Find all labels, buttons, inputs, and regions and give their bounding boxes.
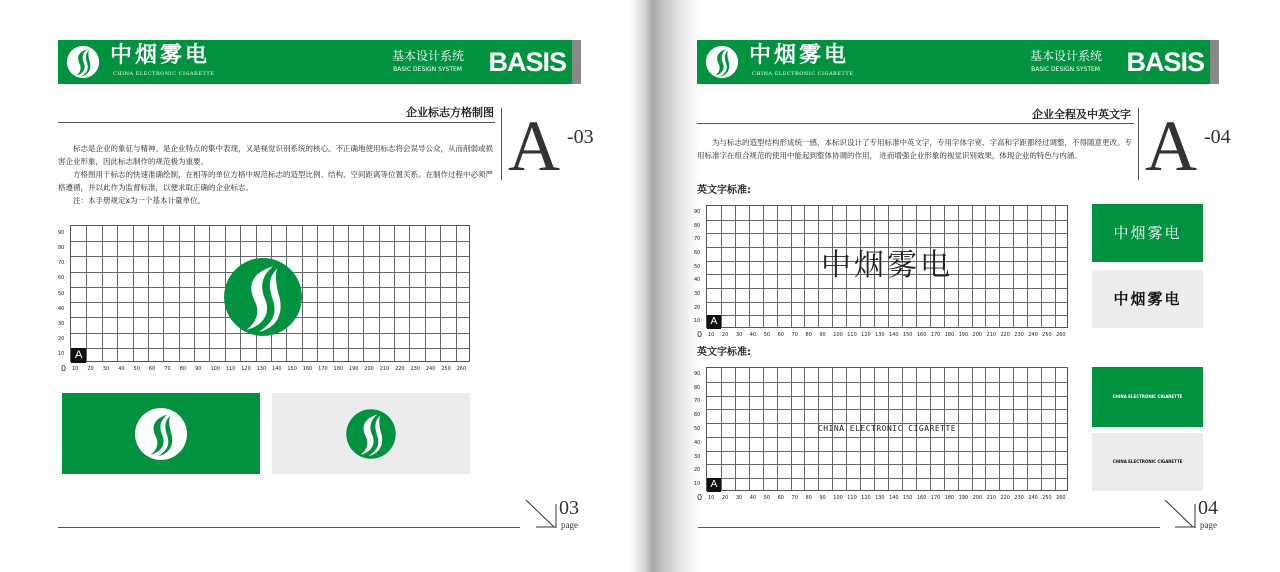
y-tick: 40 xyxy=(58,305,65,312)
x-tick: 90 xyxy=(819,332,826,338)
x-tick: 80 xyxy=(805,495,812,501)
grid-line xyxy=(194,226,195,361)
x-tick: 260 xyxy=(1056,332,1066,338)
x-tick: 180 xyxy=(333,366,344,372)
grid-line xyxy=(379,226,380,361)
x-tick: 150 xyxy=(902,495,913,501)
page-number: 04 xyxy=(1198,497,1218,519)
y-tick: 70 xyxy=(58,260,65,267)
x-tick: 210 xyxy=(986,332,996,338)
basis-title: BASIS xyxy=(488,47,566,77)
grid-line xyxy=(71,348,469,349)
logo-on-gray-panel xyxy=(272,393,470,474)
x-tick: 110 xyxy=(847,332,857,338)
page-label: page xyxy=(561,520,578,530)
x-tick: 260 xyxy=(1056,495,1066,501)
y-tick: 10 xyxy=(694,481,701,488)
grid-line xyxy=(707,302,1067,303)
x-tick: 90 xyxy=(819,495,826,501)
x-tick: 100 xyxy=(833,495,843,501)
grid-line xyxy=(707,464,1067,465)
x-tick: 190 xyxy=(348,366,359,372)
x-tick: 150 xyxy=(287,366,297,372)
system-subtitle: BASIC DESIGN SYSTEM xyxy=(393,66,462,73)
grid-line xyxy=(707,478,1067,479)
x-tick: 30 xyxy=(102,366,110,372)
divider-vertical xyxy=(501,108,502,180)
x-tick: 130 xyxy=(875,332,885,338)
y-tick: 50 xyxy=(694,426,701,432)
x-tick: 40 xyxy=(749,332,757,338)
system-title: 基本设计系统 xyxy=(1029,49,1102,63)
x-tick: 240 xyxy=(425,366,436,372)
y-tick: 60 xyxy=(694,249,701,256)
y-tick: 50 xyxy=(58,290,65,297)
grid-line xyxy=(707,315,1067,316)
x-tick: 70 xyxy=(164,366,171,372)
header-strip xyxy=(572,40,581,84)
footer-line xyxy=(698,527,1160,528)
grid-line xyxy=(317,226,318,361)
y-tick: 40 xyxy=(694,277,701,284)
x-tick: 80 xyxy=(179,366,187,372)
y-tick: 60 xyxy=(694,412,701,419)
x-tick: 190 xyxy=(958,495,969,501)
x-tick: 200 xyxy=(364,366,374,372)
y-tick: 70 xyxy=(694,236,701,243)
logo-reverse-icon xyxy=(135,408,187,460)
grid-line xyxy=(707,409,1067,410)
y-tick: 80 xyxy=(694,384,701,391)
paragraph: 方格图用于标志的快速准确绘制，在相等的单位方格中规范标志的造型比例、结构、空间距离等位置关系。在制作过程中必须严格遵循，并以此作为监督标准，以便求取正确的企业标志。 xyxy=(58,170,493,192)
grid-line xyxy=(363,226,364,361)
grid-line xyxy=(209,226,210,361)
logo-on-green-panel xyxy=(62,393,260,474)
standard-label: 英文字标准: xyxy=(697,347,751,358)
header-bar-right xyxy=(697,40,1210,84)
x-tick: 250 xyxy=(1042,495,1052,501)
section-title: 企业全程及中英文字 xyxy=(1032,108,1131,121)
grid-line xyxy=(425,226,426,361)
x-tick: 40 xyxy=(118,366,125,372)
system-subtitle: BASIC DESIGN SYSTEM xyxy=(1031,66,1100,73)
grid-line xyxy=(707,382,1067,383)
header-bar-left xyxy=(58,40,572,84)
grid-logo-icon xyxy=(222,256,304,338)
unit-square: A xyxy=(707,315,721,329)
section-code-letter: A xyxy=(508,106,560,186)
x-tick: 60 xyxy=(777,495,784,501)
x-tick: 150 xyxy=(902,332,913,338)
system-title: 基本设计系统 xyxy=(391,49,464,63)
grid-line xyxy=(86,226,87,361)
brand-name: 中烟雾电 xyxy=(110,43,211,68)
x-tick: 250 xyxy=(441,366,451,372)
paragraph: 为与标志的造型结构形成统一感，本标识设计了专用标准中英文字，专用字体字宽、字高和字距都经过调整，不得随意更改。专用标准字在组合规范的使用中能起到整体协调的作用， 进而增强企业形象的视觉识别效果，体现企业的特色与内涵。 xyxy=(697,138,1132,160)
y-tick: 90 xyxy=(58,229,65,236)
y-tick: 70 xyxy=(694,398,701,405)
x-tick: 180 xyxy=(944,332,955,338)
logo-icon xyxy=(345,408,397,460)
section-title: 企业标志方格制图 xyxy=(406,106,494,119)
x-tick: 110 xyxy=(225,366,236,372)
brand-english: CHINA ELECTRONIC CIGARETTE xyxy=(113,71,215,77)
x-tick: 230 xyxy=(410,366,420,372)
y-tick: 20 xyxy=(694,304,701,311)
divider xyxy=(697,123,1134,124)
y-tick: 30 xyxy=(694,290,701,297)
description xyxy=(58,142,498,207)
en-wordmark-green-panel: CHINA ELECTRONIC CIGARETTE xyxy=(1092,367,1203,427)
divider-vertical xyxy=(1138,108,1139,180)
x-tick: 240 xyxy=(1028,495,1038,501)
x-tick: 230 xyxy=(1014,495,1024,501)
x-tick: 130 xyxy=(875,495,885,501)
y-tick: 10 xyxy=(694,318,701,325)
brand-english: CHINA ELECTRONIC CIGARETTE xyxy=(752,71,854,77)
grid-line xyxy=(333,226,334,361)
x-tick: 90 xyxy=(195,366,202,372)
grid-line xyxy=(409,226,410,361)
x-tick: 30 xyxy=(735,495,743,501)
grid-line xyxy=(117,226,118,361)
grid-line xyxy=(707,233,1067,234)
x-tick: 210 xyxy=(986,495,996,501)
x-tick: 70 xyxy=(791,332,798,338)
grid-line xyxy=(148,226,149,361)
x-tick: 220 xyxy=(395,366,405,372)
x-tick: 60 xyxy=(777,332,784,338)
page-corner-arrow-icon xyxy=(524,498,558,530)
x-tick: 120 xyxy=(861,495,871,501)
x-tick: 80 xyxy=(805,332,812,338)
x-tick: 160 xyxy=(916,332,927,338)
en-wordmark: CHINA ELECTRONIC CIGARETTE xyxy=(817,424,957,433)
y-tick: 90 xyxy=(694,208,701,215)
x-tick: 160 xyxy=(916,495,927,501)
x-tick: 200 xyxy=(972,495,983,501)
book-gutter-shadow xyxy=(630,0,703,572)
logo-icon xyxy=(705,45,739,79)
y-tick: 90 xyxy=(694,370,701,377)
cn-wordmark-green-panel: 中烟雾电 xyxy=(1092,204,1203,262)
y-tick: 30 xyxy=(58,320,65,327)
x-tick: 20 xyxy=(721,495,729,501)
standard-label: 英文字标准: xyxy=(697,185,751,196)
y-tick: 80 xyxy=(694,222,701,229)
divider xyxy=(58,122,495,123)
grid-line xyxy=(707,220,1067,221)
x-tick: 40 xyxy=(749,495,757,501)
x-tick: 70 xyxy=(791,495,798,501)
x-tick: 100 xyxy=(210,366,220,372)
unit-square: A xyxy=(71,348,86,363)
grid-line xyxy=(179,226,180,361)
x-tick: 180 xyxy=(944,495,955,501)
y-tick: 40 xyxy=(694,439,701,446)
x-tick: 220 xyxy=(1000,495,1010,501)
origin-label: 0 xyxy=(697,330,703,339)
grid-line xyxy=(707,451,1067,452)
description xyxy=(697,136,1133,162)
grid-line xyxy=(440,226,441,361)
x-tick: 60 xyxy=(148,366,156,372)
grid-line xyxy=(394,226,395,361)
y-tick: 20 xyxy=(694,467,701,474)
basis-title: BASIS xyxy=(1126,47,1204,77)
page-number: 03 xyxy=(559,497,579,519)
section-code-number: -03 xyxy=(567,126,594,148)
x-tick: 140 xyxy=(272,366,282,372)
grid-line xyxy=(133,226,134,361)
y-tick: 80 xyxy=(58,244,65,251)
brand-name: 中烟雾电 xyxy=(749,43,850,68)
logo-icon xyxy=(66,45,100,79)
x-tick: 50 xyxy=(763,495,771,501)
x-tick: 170 xyxy=(930,495,941,501)
origin-label: 0 xyxy=(697,493,703,502)
x-tick: 220 xyxy=(1000,332,1010,338)
grid-line xyxy=(163,226,164,361)
origin-label: 0 xyxy=(61,364,67,373)
y-tick: 60 xyxy=(58,275,65,282)
x-tick: 10 xyxy=(72,366,79,372)
footer-line xyxy=(58,527,520,528)
unit-square: A xyxy=(707,478,721,492)
grid-line xyxy=(348,226,349,361)
x-tick: 260 xyxy=(456,366,467,372)
grid-line xyxy=(707,437,1067,438)
page-label: page xyxy=(1200,520,1217,530)
x-tick: 10 xyxy=(708,495,715,501)
x-tick: 10 xyxy=(708,332,715,338)
cn-wordmark-gray-panel: 中烟雾电 xyxy=(1092,270,1203,328)
x-tick: 140 xyxy=(889,495,899,501)
y-tick: 20 xyxy=(58,336,65,343)
x-tick: 250 xyxy=(1042,332,1052,338)
section-code-letter: A xyxy=(1145,106,1197,186)
y-tick: 30 xyxy=(694,453,701,460)
x-tick: 20 xyxy=(87,366,94,372)
x-tick: 20 xyxy=(721,332,729,338)
y-tick: 50 xyxy=(694,263,701,270)
x-tick: 230 xyxy=(1014,332,1024,338)
x-tick: 210 xyxy=(379,366,390,372)
x-tick: 200 xyxy=(972,332,983,338)
x-tick: 30 xyxy=(735,332,743,338)
y-tick: 10 xyxy=(58,351,65,358)
grid-line xyxy=(707,288,1067,289)
x-tick: 160 xyxy=(302,366,313,372)
x-tick: 130 xyxy=(256,366,267,372)
grid-line xyxy=(102,226,103,361)
x-tick: 50 xyxy=(763,332,771,338)
x-tick: 50 xyxy=(133,366,140,372)
en-wordmark-gray-panel: CHINA ELECTRONIC CIGARETTE xyxy=(1092,433,1203,491)
header-strip xyxy=(1210,40,1219,84)
grid-line xyxy=(71,241,469,242)
x-tick: 140 xyxy=(889,332,899,338)
x-tick: 110 xyxy=(847,495,857,501)
cn-wordmark: 中烟雾电 xyxy=(821,248,953,283)
x-tick: 190 xyxy=(958,332,969,338)
paragraph: 标志是企业的象征与精神、是企业特点的集中表现，又是视觉识别系统的核心。不正确地使用标志将会误导公众，从而削弱或损害企业形象，因此标志制作的规范极为重要。 xyxy=(58,144,493,166)
x-tick: 120 xyxy=(861,332,871,338)
page-corner-arrow-icon xyxy=(1163,498,1197,530)
paragraph: 注：本手册规定x为一个基本计量单位。 xyxy=(73,196,205,205)
grid-line xyxy=(707,396,1067,397)
x-tick: 170 xyxy=(318,366,328,372)
grid-line xyxy=(456,226,457,361)
x-tick: 100 xyxy=(833,332,843,338)
x-tick: 170 xyxy=(930,332,941,338)
x-tick: 120 xyxy=(241,366,251,372)
section-code-number: -04 xyxy=(1204,126,1231,148)
x-tick: 240 xyxy=(1028,332,1038,338)
